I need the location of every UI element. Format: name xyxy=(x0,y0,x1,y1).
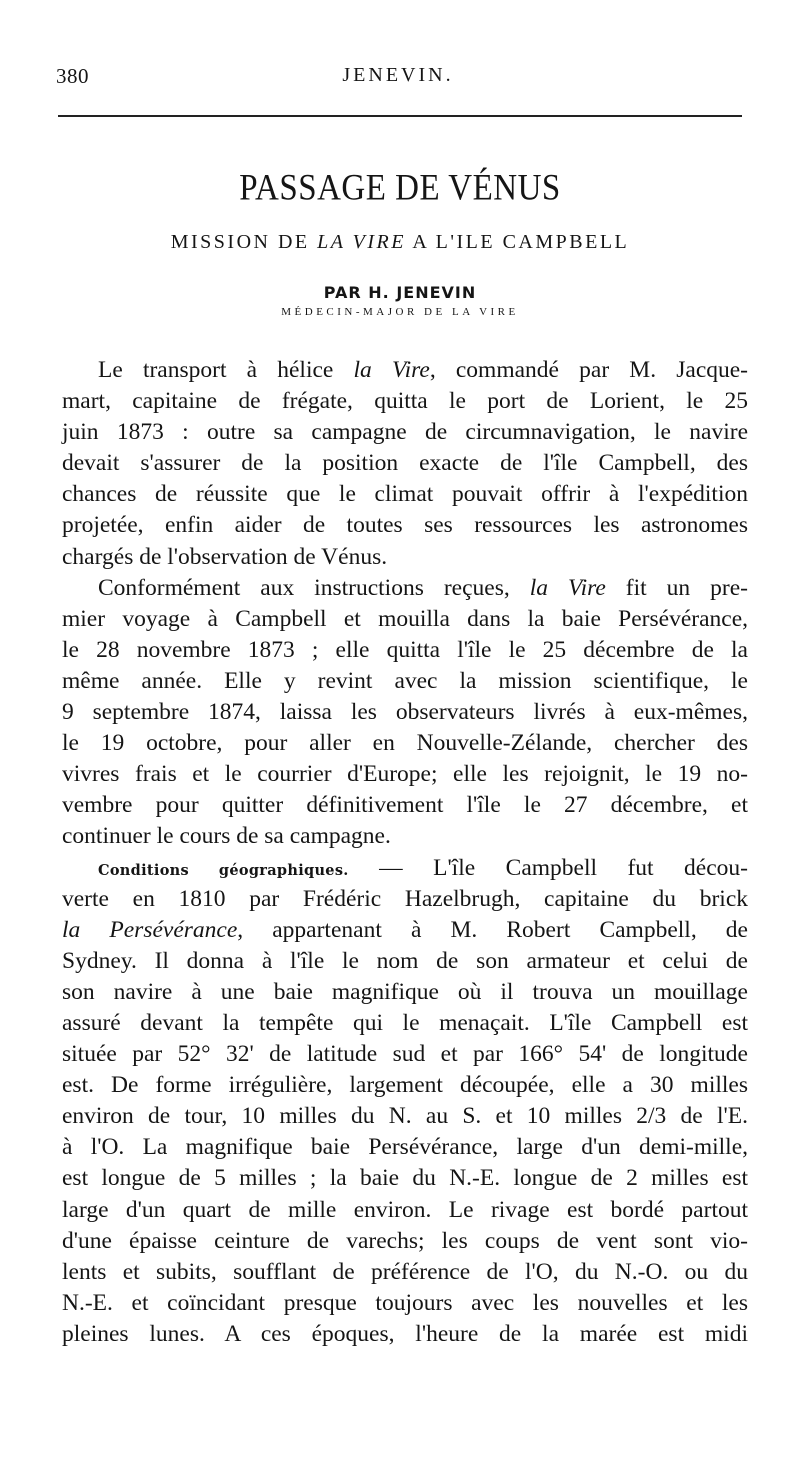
text-line: environ de tour, 10 milles du N. au S. et 10 milles 2/3 de l'E. xyxy=(62,1103,748,1130)
text-line: projetée, enfin aider de toutes ses ressources les astronomes xyxy=(62,512,748,539)
text-line: pleines lunes. A ces époques, l'heure de la marée est midi xyxy=(62,1320,748,1347)
text-line: est. De forme irrégulière, largement découpée, elle a 30 milles xyxy=(62,1072,748,1099)
section-runin-heading: Conditions géographiques. xyxy=(98,861,349,879)
text-line: vembre pour quitter définitivement l'île le 27 décembre, et xyxy=(62,792,748,819)
text-line: devait s'assurer de la position exacte de l'île Campbell, des xyxy=(62,450,748,477)
text-line: le 28 novembre 1873 ; elle quitta l'île le 25 décembre de la xyxy=(62,636,748,663)
article-title: PASSAGE DE VÉNUS xyxy=(239,168,561,209)
text-line: d'une épaisse ceinture de varechs; les coups de vent sont vio- xyxy=(62,1227,748,1254)
subtitle-suffix: A L'ILE CAMPBELL xyxy=(405,231,630,253)
text-line: 9 septembre 1874, laissa les observateurs livrés à eux-mêmes, xyxy=(62,699,748,726)
page-header xyxy=(56,60,740,92)
text-line: Conformément aux instructions reçues, la Vire fit un pre- xyxy=(98,574,748,601)
text-line: chances de réussite que le climat pouvait offrir à l'expédition xyxy=(62,481,748,508)
text-line: Le transport à hélice la Vire, commandé par M. Jacque- xyxy=(98,357,749,383)
text-line: située par 52° 32' de latitude sud et par 166° 54' de longitude xyxy=(62,1041,748,1068)
text-line: mart, capitaine de frégate, quitta le port de Lorient, le 25 xyxy=(62,388,748,415)
text-line: Sydney. Il donna à l'île le nom de son armateur et celui de xyxy=(62,947,748,974)
text-line: la Persévérance, appartenant à M. Robert Campbell, de xyxy=(62,916,748,943)
text-line: juin 1873 : outre sa campagne de circumnavigation, le navire xyxy=(62,419,748,446)
header-rule xyxy=(58,115,742,117)
body-text xyxy=(62,355,748,1350)
text-line: le 19 octobre, pour aller en Nouvelle-Zélande, chercher des xyxy=(62,730,748,757)
page-number: 380 xyxy=(56,64,89,88)
text-line: à l'O. La magnifique baie Persévérance, large d'un demi-mille, xyxy=(62,1134,748,1161)
text-line: est longue de 5 milles ; la baie du N.-E. longue de 2 milles est xyxy=(62,1165,748,1192)
text-line: verte en 1810 par Frédéric Hazelbrugh, capitaine du brick xyxy=(62,885,748,912)
text-line: Conditions géographiques. — L'île Campbell fut décou- xyxy=(98,854,748,881)
text-line: large d'un quart de mille environ. Le rivage est bordé partout xyxy=(62,1196,748,1223)
text-line: N.-E. et coïncidant presque toujours avec les nouvelles et les xyxy=(62,1289,748,1316)
text-line: assuré devant la tempête qui le menaçait. L'île Campbell est xyxy=(62,1009,748,1036)
text-line: mier voyage à Campbell et mouilla dans la baie Persévérance, xyxy=(62,605,748,632)
text-line: lents et subits, soufflant de préférence de l'O, du N.-O. ou du xyxy=(62,1258,748,1285)
text-line: son navire à une baie magnifique où il trouva un mouillage xyxy=(62,978,748,1005)
article-subtitle xyxy=(0,231,800,254)
subtitle-ship-name: LA VIRE xyxy=(317,231,406,253)
subtitle-prefix: MISSION DE xyxy=(170,231,318,253)
author-affiliation: MÉDECIN-MAJOR DE LA VIRE xyxy=(281,306,519,318)
running-head: JENEVIN. xyxy=(342,64,454,86)
text-line: chargés de l'observation de Vénus. xyxy=(62,543,388,570)
text-line: vivres frais et le courrier d'Europe; elle les rejoignit, le 19 no- xyxy=(62,761,748,788)
text-line: continuer le cours de sa campagne. xyxy=(62,823,391,850)
text-line: même année. Elle y revint avec la mission scientifique, le xyxy=(62,667,748,694)
author-byline: PAR H. JENEVIN xyxy=(323,283,477,302)
